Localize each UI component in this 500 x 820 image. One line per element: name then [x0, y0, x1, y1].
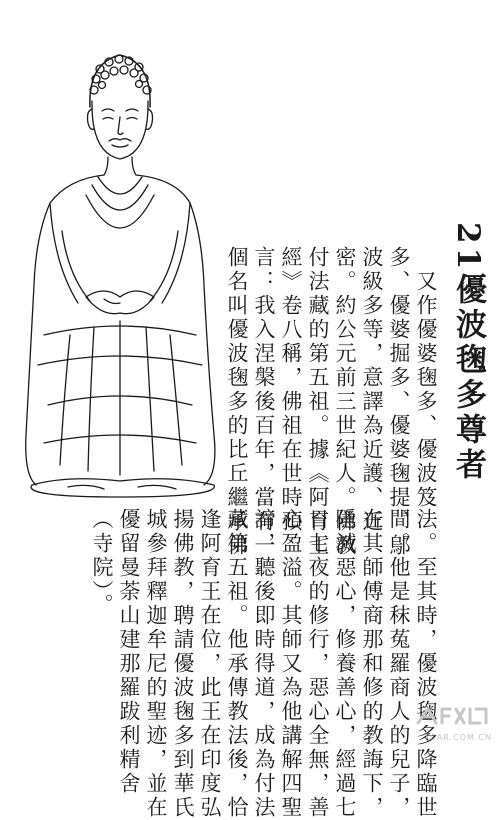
lower-text-column: 揚佛教，聘請優波毱多到華氏	[171, 508, 195, 820]
lower-text-column: 隱滅惡心，修養善心，經過七	[333, 508, 357, 820]
lower-text-column: 諦，聽後即時得道，成為付法	[252, 508, 276, 820]
upper-text-column: 個名叫優波毱多的比丘繼承佛	[225, 246, 249, 558]
upper-text-column: 付法藏的第五祖。據《阿育王	[306, 246, 330, 558]
watermark-text: XCAR.COM.CN	[424, 733, 492, 742]
lower-text-column: 城參拜釋迦牟尼的聖迹，並在	[144, 508, 168, 820]
lower-text-column: 在其師傅商那和修的教誨下，	[360, 508, 384, 820]
lower-text-column: 逢阿育王在位，此王在印度弘	[198, 508, 222, 820]
lower-text-column: 法。至其時，優波毱多降臨世	[414, 508, 438, 820]
lower-text-column: 心盈溢。其師又為他講解四聖	[279, 508, 303, 820]
page-title: 21優波毱多尊者	[450, 222, 486, 484]
upper-text-column: 經》卷八稱，佛祖在世時預	[279, 246, 303, 534]
upper-text-column: 又作優婆毱多、優波笈	[414, 270, 438, 510]
hair-curls-icon	[90, 55, 151, 94]
lower-text-column: 優留曼荼山建那羅跋利精舍	[117, 508, 141, 796]
upper-text-column: 波級多等，意譯為近護、近	[360, 246, 384, 534]
watermark-strokes	[418, 709, 486, 723]
lower-text-column: 日七夜的修行，惡心全無，善	[306, 508, 330, 820]
upper-text-column: 言：我入涅槃後百年，當有一	[252, 246, 276, 558]
lower-text-column: 藏第五祖。他承傳教法後，恰	[225, 508, 249, 820]
monk-illustration	[8, 35, 240, 500]
watermark-logo	[414, 703, 492, 743]
upper-text-column: 密。約公元前三世紀人。佛教	[333, 246, 357, 558]
car-logo-icon	[414, 703, 492, 729]
upper-text-column: 多、優婆掘多、優婆毱提、鄔	[387, 246, 411, 558]
lower-text-column: （寺院）。	[90, 508, 114, 618]
lower-text-column: 間。他是秣菟羅商人的兒子，	[387, 508, 411, 820]
